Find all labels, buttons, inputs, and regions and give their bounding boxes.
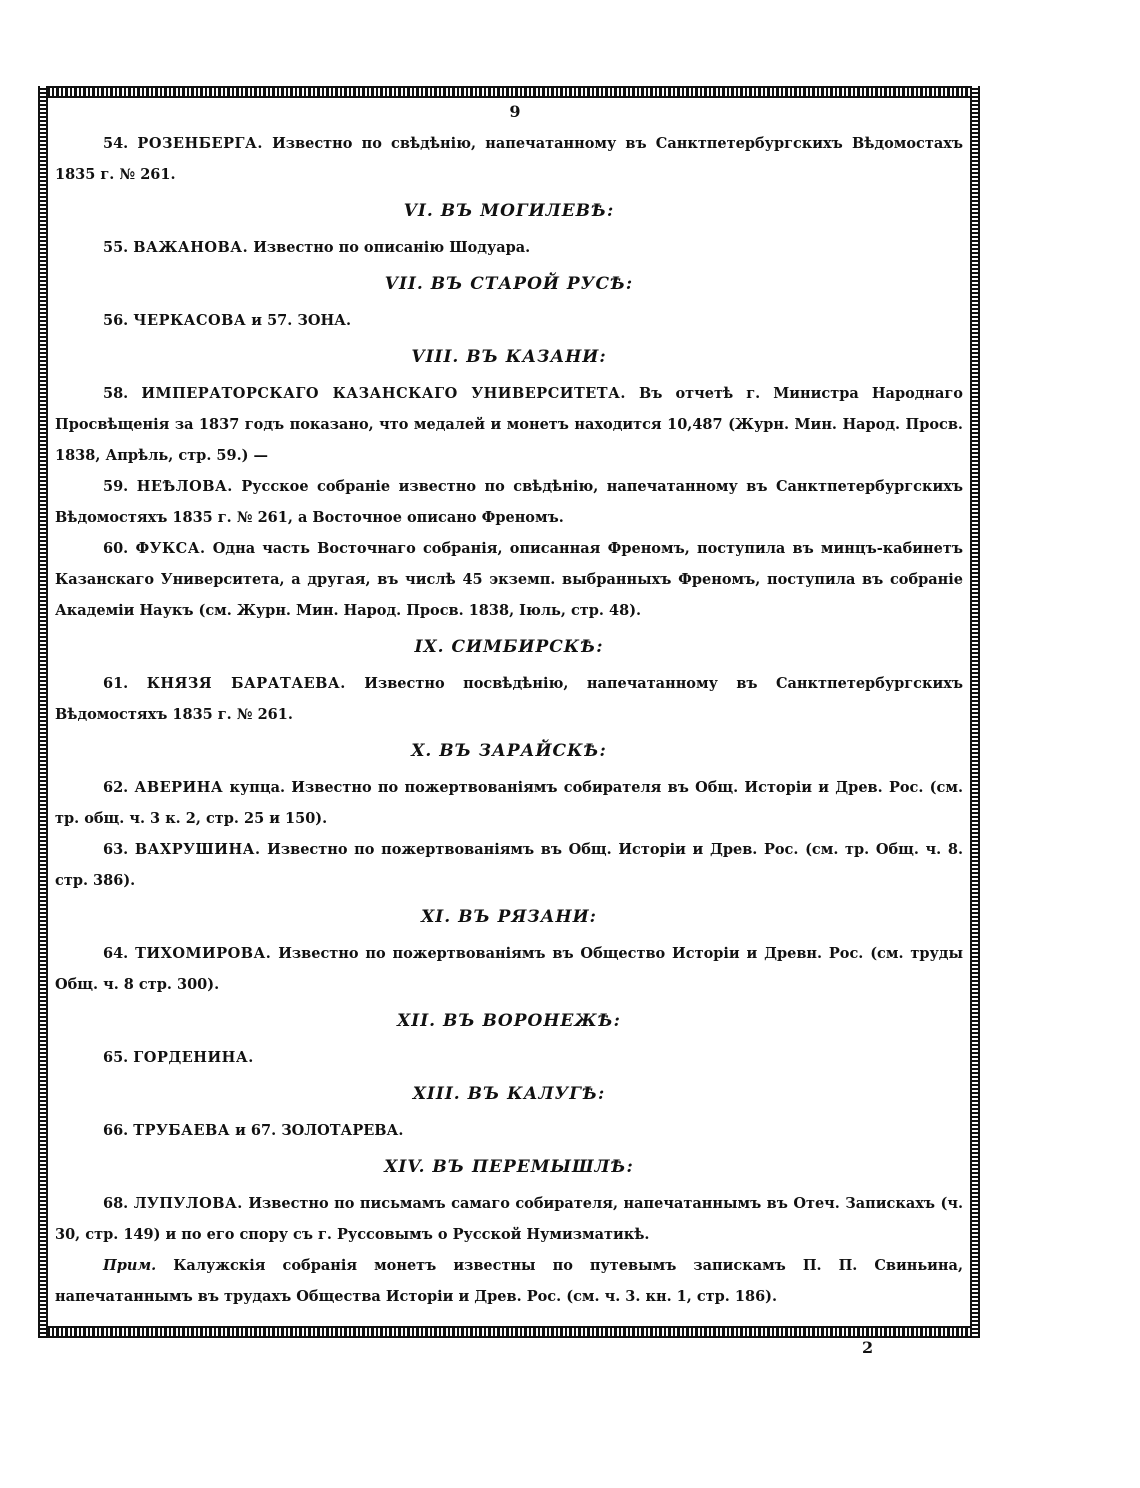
entry-64 xyxy=(55,938,963,1000)
entry-63 xyxy=(55,834,963,896)
note-text: Калужскія собранія монетъ известны по путевымъ запискамъ П. П. Свиньина, напечатаннымъ въ трудахъ Общества Исторіи и Древ. Рос. (см. ч. 3. кн. 1, стр. 186). xyxy=(55,1257,963,1305)
entry-58 xyxy=(55,378,963,471)
entry-68 xyxy=(55,1188,963,1250)
section-heading: VI. ВЪ МОГИЛЕВѢ: xyxy=(403,201,615,221)
entry-text: купца. Известно по пожертвованіямъ собирателя въ Общ. Исторіи и Древ. Рос. (см. тр. общ. ч. 3 к. 2, стр. 25 и 150). xyxy=(55,779,963,827)
entry-text: Въ отчетѣ г. Министра Народнаго Просвѣщенія за 1837 годъ показано, что медалей и монетъ находится 10,487 (Журн. Мин. Народ. Просв. 1838, Апрѣль, стр. 59.) — xyxy=(55,385,963,464)
collector-name: КНЯЗЯ БАРАТАЕВА. xyxy=(146,675,346,692)
printer-signature: 2 xyxy=(862,1338,874,1357)
border-right xyxy=(970,86,980,1338)
footnote xyxy=(55,1250,963,1312)
border-left xyxy=(38,86,48,1338)
section-heading: XI. ВЪ РЯЗАНИ: xyxy=(421,907,597,927)
collector-name: ФУКСА. xyxy=(135,540,206,557)
collector-name: РОЗЕНБЕРГА. xyxy=(137,135,263,152)
entry-text: и 67. ЗОЛОТАРЕВА. xyxy=(230,1122,404,1139)
entry-number: 65. xyxy=(103,1049,129,1066)
entry-text: Одна часть Восточнаго собранія, описанная Френомъ, поступила въ минцъ-кабинетъ Казанскаго Университета, а другая, въ числѣ 45 экземп. выбранныхъ Френомъ, поступила въ собраніе Академіи Наукъ (см. Журн. Мин. Народ. Просв. 1838, Іюль, стр. 48). xyxy=(55,540,963,619)
collector-name: ИМПЕРАТОРСКАГО КАЗАНСКАГО УНИВЕРСИТЕТА. xyxy=(141,385,626,402)
section-heading: XII. ВЪ ВОРОНЕЖѢ: xyxy=(397,1011,621,1031)
collector-name: ГОРДЕНИНА. xyxy=(133,1049,254,1066)
entry-number: 54. xyxy=(103,135,129,152)
entry-number: 55. xyxy=(103,239,129,256)
collector-name: АВЕРИНА xyxy=(134,779,224,796)
collector-name: ТИХОМИРОВА. xyxy=(135,945,272,962)
entry-number: 64. xyxy=(103,945,129,962)
entry-number: 59. xyxy=(103,478,129,495)
page-number: 9 xyxy=(509,102,521,121)
entry-text: Известно по свѣдѣнію, напечатанному въ Санктпетербургскихъ Вѣдомостахъ 1835 г. № 261. xyxy=(55,135,963,183)
entry-65 xyxy=(55,1042,963,1073)
entry-61 xyxy=(55,668,963,730)
entry-number: 60. xyxy=(103,540,129,557)
entry-number: 58. xyxy=(103,385,129,402)
entry-text: Русское собраніе известно по свѣдѣнію, напечатанному въ Санктпетербургскихъ Вѣдомостяхъ 1835 г. № 261, а Восточное описано Френомъ. xyxy=(55,478,963,526)
collector-name: ВАХРУШИНА. xyxy=(134,841,261,858)
entry-54 xyxy=(55,128,963,190)
entry-60 xyxy=(55,533,963,626)
border-bottom xyxy=(38,1326,980,1338)
entry-text: Известно по пожертвованіямъ въ Общество Исторіи и Древн. Рос. (см. труды Общ. ч. 8 стр. 300). xyxy=(55,945,963,993)
collector-name: ТРУБАЕВА xyxy=(133,1122,231,1139)
entry-text: Известно по описанію Шодуара. xyxy=(248,239,531,256)
collector-name: НЕѢЛОВА. xyxy=(136,478,233,495)
page-content xyxy=(55,128,963,1312)
note-label: Прим. xyxy=(103,1257,157,1274)
collector-name: ЧЕРКАСОВА xyxy=(133,312,247,329)
entry-56 xyxy=(55,305,963,336)
collector-name: ВАЖАНОВА. xyxy=(133,239,249,256)
entry-66 xyxy=(55,1115,963,1146)
section-heading: VII. ВЪ СТАРОЙ РУСѢ: xyxy=(384,274,634,294)
section-heading: XIV. ВЪ ПЕРЕМЫШЛѢ: xyxy=(384,1157,634,1177)
entry-text: Известно по пожертвованіямъ въ Общ. Исторіи и Древ. Рос. (см. тр. Общ. ч. 8. стр. 386). xyxy=(55,841,963,889)
entry-59 xyxy=(55,471,963,533)
entry-text: и 57. ЗОНА. xyxy=(246,312,352,329)
section-heading: X. ВЪ ЗАРАЙСКѢ: xyxy=(411,741,607,761)
section-heading: VIII. ВЪ КАЗАНИ: xyxy=(411,347,607,367)
section-heading: XIII. ВЪ КАЛУГѢ: xyxy=(412,1084,606,1104)
entry-number: 68. xyxy=(103,1195,129,1212)
entry-number: 61. xyxy=(103,675,129,692)
collector-name: ЛУПУЛОВА. xyxy=(133,1195,243,1212)
entry-number: 56. xyxy=(103,312,129,329)
entry-text: Известно посвѣдѣнію, напечатанному въ Санктпетербургскихъ Вѣдомостяхъ 1835 г. № 261. xyxy=(55,675,963,723)
border-top xyxy=(38,86,980,98)
entry-number: 66. xyxy=(103,1122,129,1139)
entry-number: 63. xyxy=(103,841,129,858)
entry-62 xyxy=(55,772,963,834)
section-heading: IX. СИМБИРСКѢ: xyxy=(414,637,604,657)
entry-text: Известно по письмамъ самаго собирателя, напечатаннымъ въ Отеч. Запискахъ (ч. 30, стр. 149) и по его спору съ г. Руссовымъ о Русской Нумизматикѣ. xyxy=(55,1195,963,1243)
entry-number: 62. xyxy=(103,779,129,796)
entry-55 xyxy=(55,232,963,263)
